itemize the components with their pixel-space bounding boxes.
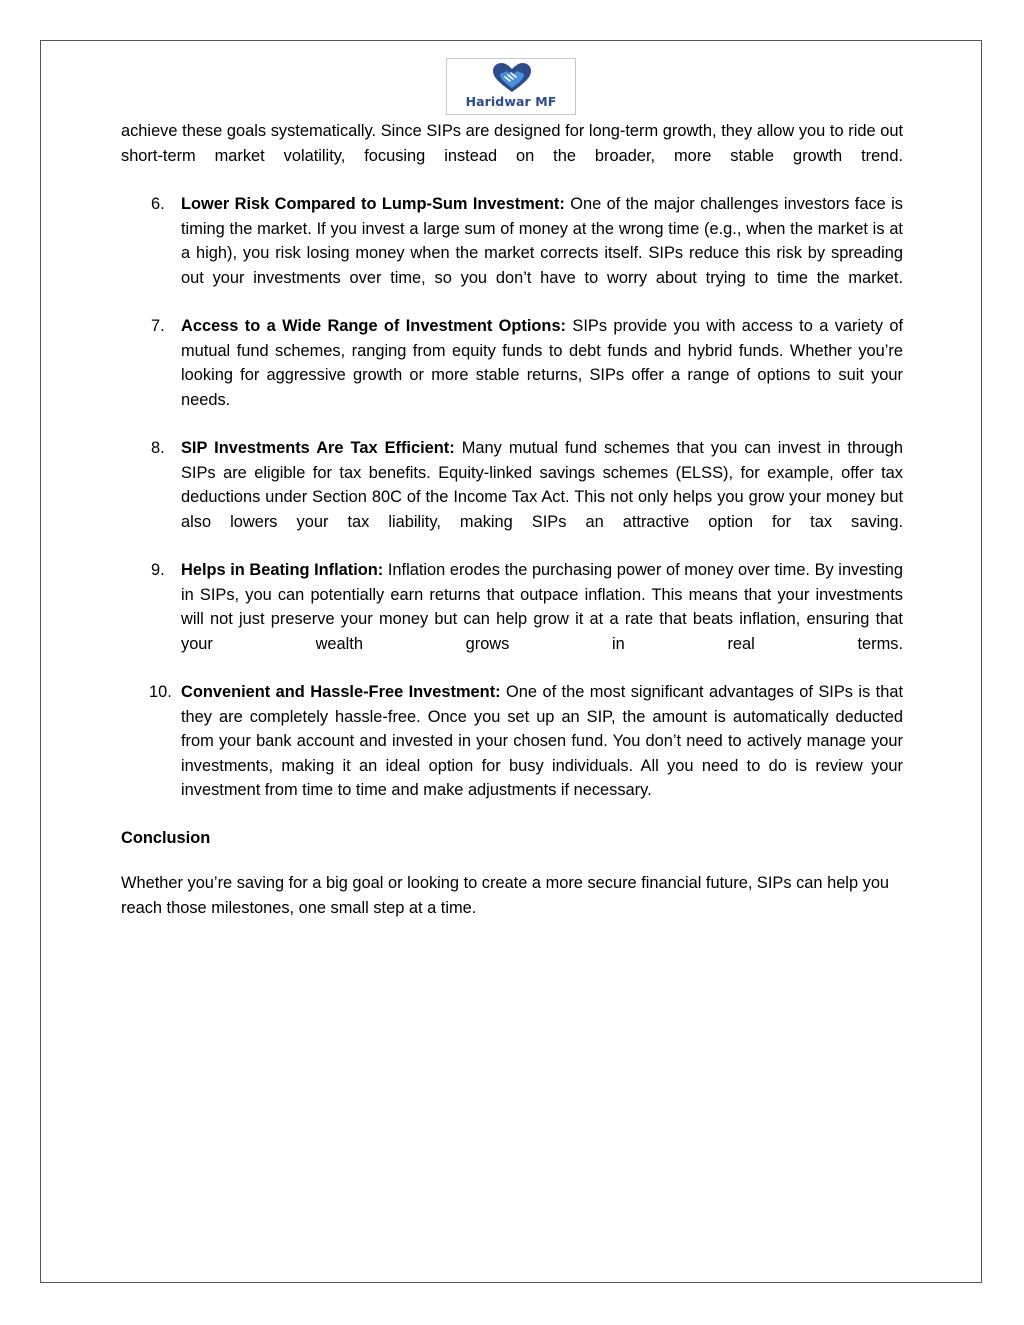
haridwar-mf-logo bbox=[446, 58, 576, 115]
logo-text: Haridwar MF bbox=[465, 94, 557, 109]
item-body: Many mutual fund schemes that you can invest in through SIPs are eligible for tax benefits. Equity-linked savings schemes (ELSS), for example, offer tax deductions under Section 80C of the Income Tax Act. This not only helps you grow your money but also lowers your tax liability, making SIPs an attractive option for tax saving. bbox=[181, 439, 903, 531]
list-item-10 bbox=[121, 680, 903, 803]
document-body bbox=[121, 119, 903, 920]
item-title: Convenient and Hassle-Free Investment: bbox=[181, 683, 501, 701]
item-body: SIPs provide you with access to a variety of mutual fund schemes, ranging from equity funds to debt funds and hybrid funds. Whether you’re looking for aggressive growth or more stable returns, SIPs offer a range of options to suit your needs. bbox=[181, 317, 904, 409]
list-item-7 bbox=[121, 314, 903, 412]
item-number: 8. bbox=[151, 439, 165, 457]
list-item-9 bbox=[121, 558, 903, 656]
handshake-heart-icon bbox=[491, 62, 533, 94]
item-body: Inflation erodes the purchasing power of money over time. By investing in SIPs, you can potentially earn returns that outpace inflation. This means that your investments will not just preserve your money but can help grow it at a rate that beats inflation, ensuring that your wealth grows in real terms. bbox=[181, 561, 903, 653]
item-title: Helps in Beating Inflation: bbox=[181, 561, 384, 579]
item-title: Lower Risk Compared to Lump-Sum Investment: bbox=[181, 195, 565, 213]
item-body: One of the most significant advantages of SIPs is that they are completely hassle-free. Once you set up an SIP, the amount is automatically deducted from your bank account and invested in your chosen fund. You don’t need to actively manage your investments, making it an ideal option for busy individuals. All you need to do is review your investment from time to time and make adjustments if necessary. bbox=[181, 683, 903, 799]
conclusion-text: Whether you’re saving for a big goal or looking to create a more secure financial future, SIPs can help you reach those milestones, one small step at a time. bbox=[121, 874, 890, 917]
item-number: 7. bbox=[151, 317, 165, 335]
item-body: One of the major challenges investors face is timing the market. If you invest a large sum of money at the wrong time (e.g., when the market is at a high), you risk losing money when the market corrects itself. SIPs reduce this risk by spreading out your investments over time, so you don’t have to worry about trying to time the market. bbox=[181, 195, 903, 287]
list-item-8 bbox=[121, 436, 903, 534]
item-number: 10. bbox=[149, 683, 172, 701]
list-item-6 bbox=[121, 192, 903, 290]
conclusion-heading: Conclusion bbox=[121, 828, 211, 847]
intro-continuation: achieve these goals systematically. Since SIPs are designed for long-term growth, they allow you to ride out short-term market volatility, focusing instead on the broader, more stable growth trend. bbox=[121, 122, 903, 165]
item-number: 6. bbox=[151, 195, 165, 213]
item-title: SIP Investments Are Tax Efficient: bbox=[181, 439, 455, 457]
item-number: 9. bbox=[151, 561, 165, 579]
item-title: Access to a Wide Range of Investment Options: bbox=[181, 317, 567, 335]
